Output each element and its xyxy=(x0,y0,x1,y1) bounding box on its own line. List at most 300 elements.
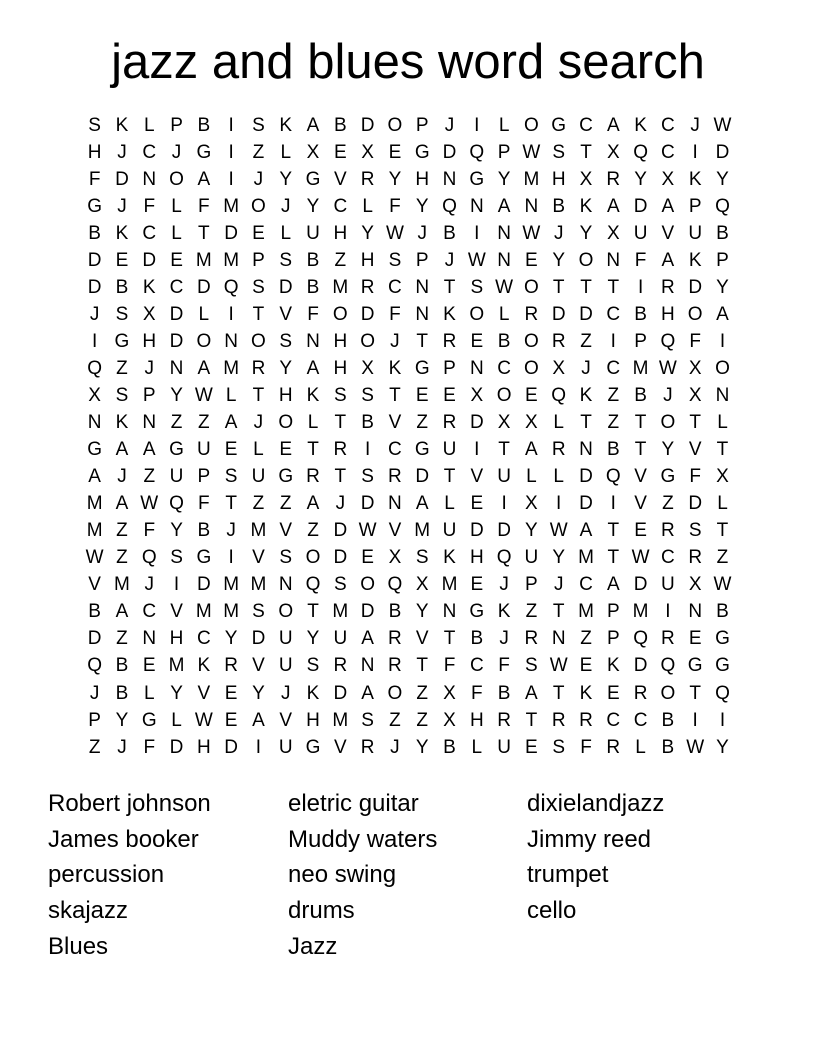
grid-cell: P xyxy=(170,114,183,136)
grid-cell: J xyxy=(144,574,154,596)
grid-cell: Z xyxy=(662,493,674,515)
grid-cell: R xyxy=(661,628,675,650)
grid-cell: L xyxy=(553,412,564,434)
grid-cell: X xyxy=(579,168,593,190)
grid-cell: A xyxy=(606,195,620,217)
grid-cell: O xyxy=(687,303,703,325)
grid-cell: C xyxy=(142,222,157,244)
grid-cell: T xyxy=(607,547,620,569)
grid-cell: E xyxy=(333,141,347,163)
word-list-item: eletric guitar xyxy=(288,790,419,817)
word-list-item: drums xyxy=(288,897,355,925)
grid-cell: E xyxy=(525,249,538,271)
grid-cell: M xyxy=(632,357,649,379)
grid-cell: F xyxy=(143,736,156,758)
grid-cell: M xyxy=(250,574,267,596)
grid-cell: Y xyxy=(661,439,675,461)
grid-cell: T xyxy=(634,412,647,434)
word-list-item: dixielandjazz xyxy=(527,790,665,817)
grid-cell: A xyxy=(525,682,538,704)
grid-cell: U xyxy=(661,574,675,596)
grid-cell: I xyxy=(474,439,480,461)
grid-cell: S xyxy=(552,736,566,758)
grid-cell: G xyxy=(660,466,676,488)
grid-cell: P xyxy=(497,141,511,163)
grid-cell: T xyxy=(552,276,565,298)
grid-cell: W xyxy=(495,276,514,298)
grid-cell: T xyxy=(552,682,565,704)
grid-cell: T xyxy=(689,412,701,434)
grid-cell: D xyxy=(579,493,593,515)
grid-cell: K xyxy=(306,384,320,406)
grid-cell: A xyxy=(716,303,729,325)
grid-cell: Z xyxy=(334,249,347,271)
grid-cell: I xyxy=(719,709,726,731)
grid-cell: S xyxy=(361,466,374,488)
grid-cell: I xyxy=(665,601,671,623)
grid-cell: T xyxy=(607,276,620,298)
grid-cell: Y xyxy=(361,222,374,244)
grid-cell: P xyxy=(88,709,101,731)
grid-cell: N xyxy=(142,168,157,190)
grid-cell: R xyxy=(524,628,539,650)
grid-cell: W xyxy=(194,709,213,731)
grid-cell: D xyxy=(224,736,238,758)
grid-cell: L xyxy=(635,736,646,758)
grid-cell: B xyxy=(497,682,511,704)
grid-cell: M xyxy=(223,249,240,271)
grid-cell: I xyxy=(228,303,234,325)
grid-cell: L xyxy=(526,466,537,488)
grid-cell: O xyxy=(578,249,594,271)
grid-cell: X xyxy=(716,466,729,488)
grid-cell: V xyxy=(197,682,211,704)
grid-cell: R xyxy=(333,439,348,461)
grid-cell: B xyxy=(197,114,211,136)
grid-cell: R xyxy=(333,655,348,677)
word-list-column-1 xyxy=(48,786,211,964)
grid-cell: B xyxy=(115,276,129,298)
grid-cell: J xyxy=(253,168,264,190)
grid-cell: D xyxy=(142,249,157,271)
grid-cell: L xyxy=(171,222,182,244)
grid-cell: Z xyxy=(416,682,429,704)
grid-cell: K xyxy=(443,547,456,569)
grid-cell: T xyxy=(580,141,592,163)
grid-cell: R xyxy=(388,466,402,488)
grid-cell: Q xyxy=(660,330,676,352)
grid-cell: C xyxy=(142,141,157,163)
grid-cell: S xyxy=(252,601,265,623)
grid-cell: A xyxy=(497,195,511,217)
grid-cell: T xyxy=(580,412,592,434)
grid-cell: R xyxy=(551,330,566,352)
grid-cell: Y xyxy=(388,168,402,190)
grid-cell: J xyxy=(117,141,127,163)
grid-cell: J xyxy=(390,330,400,352)
grid-cell: D xyxy=(333,547,348,569)
grid-cell: N xyxy=(469,357,484,379)
grid-cell: M xyxy=(114,574,130,596)
grid-cell: N xyxy=(606,249,621,271)
grid-cell: J xyxy=(226,520,236,542)
grid-cell: L xyxy=(498,114,510,136)
grid-cell: G xyxy=(469,601,485,623)
grid-cell: O xyxy=(332,303,348,325)
grid-cell: X xyxy=(525,493,538,515)
grid-cell: S xyxy=(252,276,265,298)
grid-cell: L xyxy=(253,439,264,461)
grid-cell: W xyxy=(631,547,650,569)
grid-cell: X xyxy=(88,384,101,406)
grid-cell: L xyxy=(198,303,210,325)
grid-cell: G xyxy=(414,357,430,379)
grid-cell: O xyxy=(360,330,375,352)
grid-cell: A xyxy=(115,601,129,623)
grid-cell: L xyxy=(307,412,319,434)
grid-cell: R xyxy=(524,303,539,325)
grid-cell: L xyxy=(498,303,510,325)
grid-cell: D xyxy=(633,195,648,217)
grid-cell: S xyxy=(115,384,129,406)
grid-cell: T xyxy=(716,520,729,542)
grid-cell: D xyxy=(115,168,129,190)
grid-cell: S xyxy=(88,114,101,136)
grid-cell: O xyxy=(387,682,403,704)
grid-cell: X xyxy=(306,141,320,163)
grid-cell: N xyxy=(497,222,511,244)
grid-cell: V xyxy=(252,547,265,569)
grid-cell: B xyxy=(716,222,729,244)
grid-cell: T xyxy=(443,628,456,650)
grid-cell: X xyxy=(688,384,702,406)
grid-cell: E xyxy=(224,439,238,461)
grid-cell: M xyxy=(578,601,594,623)
grid-cell: K xyxy=(497,601,511,623)
grid-cell: F xyxy=(143,520,156,542)
grid-cell: P xyxy=(688,195,702,217)
grid-cell: C xyxy=(606,357,621,379)
grid-cell: D xyxy=(87,628,102,650)
grid-cell: S xyxy=(224,466,238,488)
grid-cell: B xyxy=(470,628,484,650)
grid-cell: Z xyxy=(116,357,128,379)
grid-cell: S xyxy=(415,547,429,569)
grid-cell: D xyxy=(278,276,293,298)
grid-cell: I xyxy=(719,330,726,352)
grid-cell: O xyxy=(278,601,294,623)
grid-cell: B xyxy=(361,412,374,434)
grid-cell: Z xyxy=(580,628,592,650)
grid-cell: T xyxy=(307,439,319,461)
grid-cell: L xyxy=(362,195,373,217)
grid-cell: D xyxy=(87,276,102,298)
grid-cell: D xyxy=(196,276,211,298)
grid-cell: H xyxy=(551,168,566,190)
grid-cell: F xyxy=(389,195,401,217)
grid-cell: Z xyxy=(525,601,538,623)
grid-cell: B xyxy=(634,303,647,325)
grid-cell: O xyxy=(715,357,730,379)
grid-cell: C xyxy=(497,357,511,379)
grid-cell: B xyxy=(306,276,320,298)
grid-cell: Q xyxy=(442,195,457,217)
grid-cell: D xyxy=(169,330,184,352)
grid-cell: B xyxy=(716,601,729,623)
word-list-item: skajazz xyxy=(48,897,129,925)
grid-cell: N xyxy=(224,330,238,352)
grid-cell: Q xyxy=(141,547,157,569)
grid-cell: S xyxy=(688,520,702,542)
grid-cell: U xyxy=(278,628,293,650)
grid-cell: P xyxy=(443,357,456,379)
grid-cell: J xyxy=(335,493,346,515)
grid-cell: R xyxy=(360,276,375,298)
grid-cell: K xyxy=(579,682,593,704)
grid-cell: K xyxy=(115,412,129,434)
grid-cell: Z xyxy=(116,520,128,542)
grid-cell: J xyxy=(171,141,182,163)
grid-cell: Z xyxy=(198,412,210,434)
grid-cell: O xyxy=(524,276,539,298)
grid-cell: K xyxy=(688,168,702,190)
grid-cell: Z xyxy=(716,547,729,569)
grid-cell: F xyxy=(689,466,701,488)
grid-cell: R xyxy=(360,736,375,758)
grid-cell: N xyxy=(87,412,102,434)
grid-cell: N xyxy=(415,303,430,325)
grid-cell: S xyxy=(388,249,402,271)
grid-cell: B xyxy=(443,222,456,244)
grid-cell: Q xyxy=(387,574,403,596)
grid-cell: T xyxy=(252,303,265,325)
grid-cell: A xyxy=(115,439,129,461)
grid-cell: K xyxy=(443,303,456,325)
grid-cell: Q xyxy=(87,655,103,677)
grid-cell: E xyxy=(634,520,647,542)
grid-cell: E xyxy=(252,222,265,244)
grid-cell: L xyxy=(717,412,728,434)
grid-cell: Y xyxy=(552,547,566,569)
grid-cell: F xyxy=(307,303,319,325)
grid-cell: R xyxy=(442,330,457,352)
grid-cell: S xyxy=(333,384,347,406)
grid-cell: U xyxy=(333,628,348,650)
word-search-grid xyxy=(81,112,736,761)
grid-cell: B xyxy=(497,330,511,352)
grid-cell: L xyxy=(143,114,155,136)
grid-cell: I xyxy=(692,141,698,163)
grid-cell: N xyxy=(278,574,293,596)
grid-cell: T xyxy=(198,222,210,244)
grid-cell: N xyxy=(360,655,375,677)
word-list-item: percussion xyxy=(48,861,165,889)
grid-cell: Z xyxy=(116,547,128,569)
grid-cell: I xyxy=(474,222,480,244)
grid-cell: H xyxy=(469,709,484,731)
grid-cell: U xyxy=(442,439,457,461)
word-list-item: Blues xyxy=(48,932,109,960)
grid-cell: Q xyxy=(551,384,567,406)
grid-cell: I xyxy=(610,493,616,515)
grid-cell: V xyxy=(279,709,293,731)
grid-cell: G xyxy=(278,466,294,488)
word-list-item: Jimmy reed xyxy=(527,825,652,853)
grid-cell: E xyxy=(470,330,484,352)
grid-cell: E xyxy=(224,709,238,731)
grid-cell: G xyxy=(114,330,130,352)
grid-cell: X xyxy=(661,168,675,190)
grid-cell: E xyxy=(525,384,538,406)
grid-cell: A xyxy=(306,493,320,515)
grid-cell: D xyxy=(360,601,375,623)
grid-cell: I xyxy=(637,276,644,298)
grid-cell: P xyxy=(415,114,429,136)
grid-cell: U xyxy=(306,222,320,244)
grid-cell: C xyxy=(579,574,593,596)
grid-cell: N xyxy=(142,412,157,434)
grid-cell: G xyxy=(414,439,430,461)
grid-cell: A xyxy=(525,439,538,461)
grid-cell: E xyxy=(142,655,156,677)
grid-cell: A xyxy=(252,709,265,731)
word-list-item: trumpet xyxy=(527,861,609,889)
grid-cell: U xyxy=(251,466,266,488)
grid-cell: B xyxy=(88,601,101,623)
grid-cell: Q xyxy=(305,574,321,596)
grid-cell: R xyxy=(688,547,703,569)
grid-cell: S xyxy=(306,655,320,677)
grid-cell: V xyxy=(333,736,347,758)
grid-cell: R xyxy=(388,628,402,650)
grid-cell: Y xyxy=(579,222,593,244)
grid-cell: R xyxy=(224,655,238,677)
grid-cell: V xyxy=(88,574,101,596)
grid-cell: U xyxy=(497,466,511,488)
grid-cell: M xyxy=(223,574,240,596)
grid-cell: Q xyxy=(633,141,648,163)
grid-cell: I xyxy=(692,709,698,731)
grid-cell: R xyxy=(388,655,402,677)
grid-cell: Q xyxy=(496,547,512,569)
grid-cell: Y xyxy=(525,520,538,542)
grid-cell: M xyxy=(195,249,212,271)
grid-cell: N xyxy=(551,628,566,650)
grid-cell: D xyxy=(715,141,730,163)
grid-cell: C xyxy=(633,709,648,731)
grid-cell: C xyxy=(333,195,348,217)
grid-cell: J xyxy=(117,466,127,488)
grid-cell: C xyxy=(661,547,675,569)
grid-cell: J xyxy=(89,682,100,704)
grid-cell: D xyxy=(633,655,648,677)
grid-cell: Z xyxy=(307,520,319,542)
grid-cell: F xyxy=(389,303,401,325)
grid-cell: M xyxy=(332,601,349,623)
grid-cell: B xyxy=(197,520,211,542)
grid-cell: O xyxy=(387,114,403,136)
grid-cell: T xyxy=(580,276,592,298)
grid-cell: L xyxy=(444,493,455,515)
grid-cell: F xyxy=(634,249,647,271)
grid-cell: V xyxy=(634,493,647,515)
grid-cell: Y xyxy=(306,628,320,650)
grid-cell: R xyxy=(251,357,266,379)
grid-cell: C xyxy=(142,601,157,623)
grid-cell: S xyxy=(333,574,347,596)
grid-cell: J xyxy=(553,574,564,596)
grid-cell: I xyxy=(501,493,507,515)
grid-cell: X xyxy=(361,357,374,379)
grid-cell: K xyxy=(606,655,620,677)
grid-cell: D xyxy=(333,682,348,704)
grid-cell: L xyxy=(471,736,483,758)
grid-cell: W xyxy=(140,493,159,515)
grid-cell: E xyxy=(525,736,538,758)
grid-cell: B xyxy=(88,222,101,244)
grid-cell: F xyxy=(198,493,210,515)
grid-cell: B xyxy=(115,682,129,704)
grid-cell: M xyxy=(86,520,103,542)
grid-cell: O xyxy=(278,412,294,434)
grid-cell: E xyxy=(688,628,702,650)
grid-cell: Q xyxy=(223,276,239,298)
grid-cell: Z xyxy=(389,709,401,731)
grid-cell: H xyxy=(196,736,211,758)
grid-cell: E xyxy=(115,249,129,271)
grid-cell: Z xyxy=(416,412,429,434)
grid-cell: D xyxy=(469,520,484,542)
grid-cell: F xyxy=(443,655,456,677)
grid-cell: D xyxy=(360,114,375,136)
grid-cell: Z xyxy=(416,709,429,731)
word-list-item: neo swing xyxy=(288,861,397,889)
grid-cell: J xyxy=(117,195,127,217)
grid-cell: Y xyxy=(115,709,129,731)
grid-cell: U xyxy=(497,736,511,758)
grid-cell: V xyxy=(388,520,402,542)
grid-cell: E xyxy=(579,655,593,677)
grid-cell: Y xyxy=(415,601,429,623)
grid-cell: O xyxy=(660,682,676,704)
grid-cell: G xyxy=(141,709,157,731)
grid-cell: K xyxy=(634,114,647,136)
grid-cell: M xyxy=(223,601,240,623)
grid-cell: Y xyxy=(634,168,647,190)
grid-cell: J xyxy=(663,384,673,406)
grid-cell: S xyxy=(170,547,183,569)
grid-cell: Z xyxy=(252,141,265,163)
grid-cell: F xyxy=(88,168,101,190)
grid-cell: G xyxy=(196,141,212,163)
grid-cell: N xyxy=(442,601,457,623)
grid-cell: T xyxy=(689,682,701,704)
grid-cell: H xyxy=(661,303,675,325)
grid-cell: R xyxy=(551,439,566,461)
grid-cell: T xyxy=(443,466,456,488)
grid-cell: D xyxy=(633,574,648,596)
grid-cell: R xyxy=(606,168,621,190)
grid-cell: N xyxy=(579,439,593,461)
grid-cell: V xyxy=(333,168,347,190)
grid-cell: S xyxy=(252,114,265,136)
grid-cell: M xyxy=(195,601,212,623)
grid-cell: X xyxy=(443,682,456,704)
grid-cell: L xyxy=(553,466,564,488)
grid-cell: C xyxy=(661,114,675,136)
grid-cell: O xyxy=(496,384,512,406)
grid-cell: E xyxy=(415,384,429,406)
